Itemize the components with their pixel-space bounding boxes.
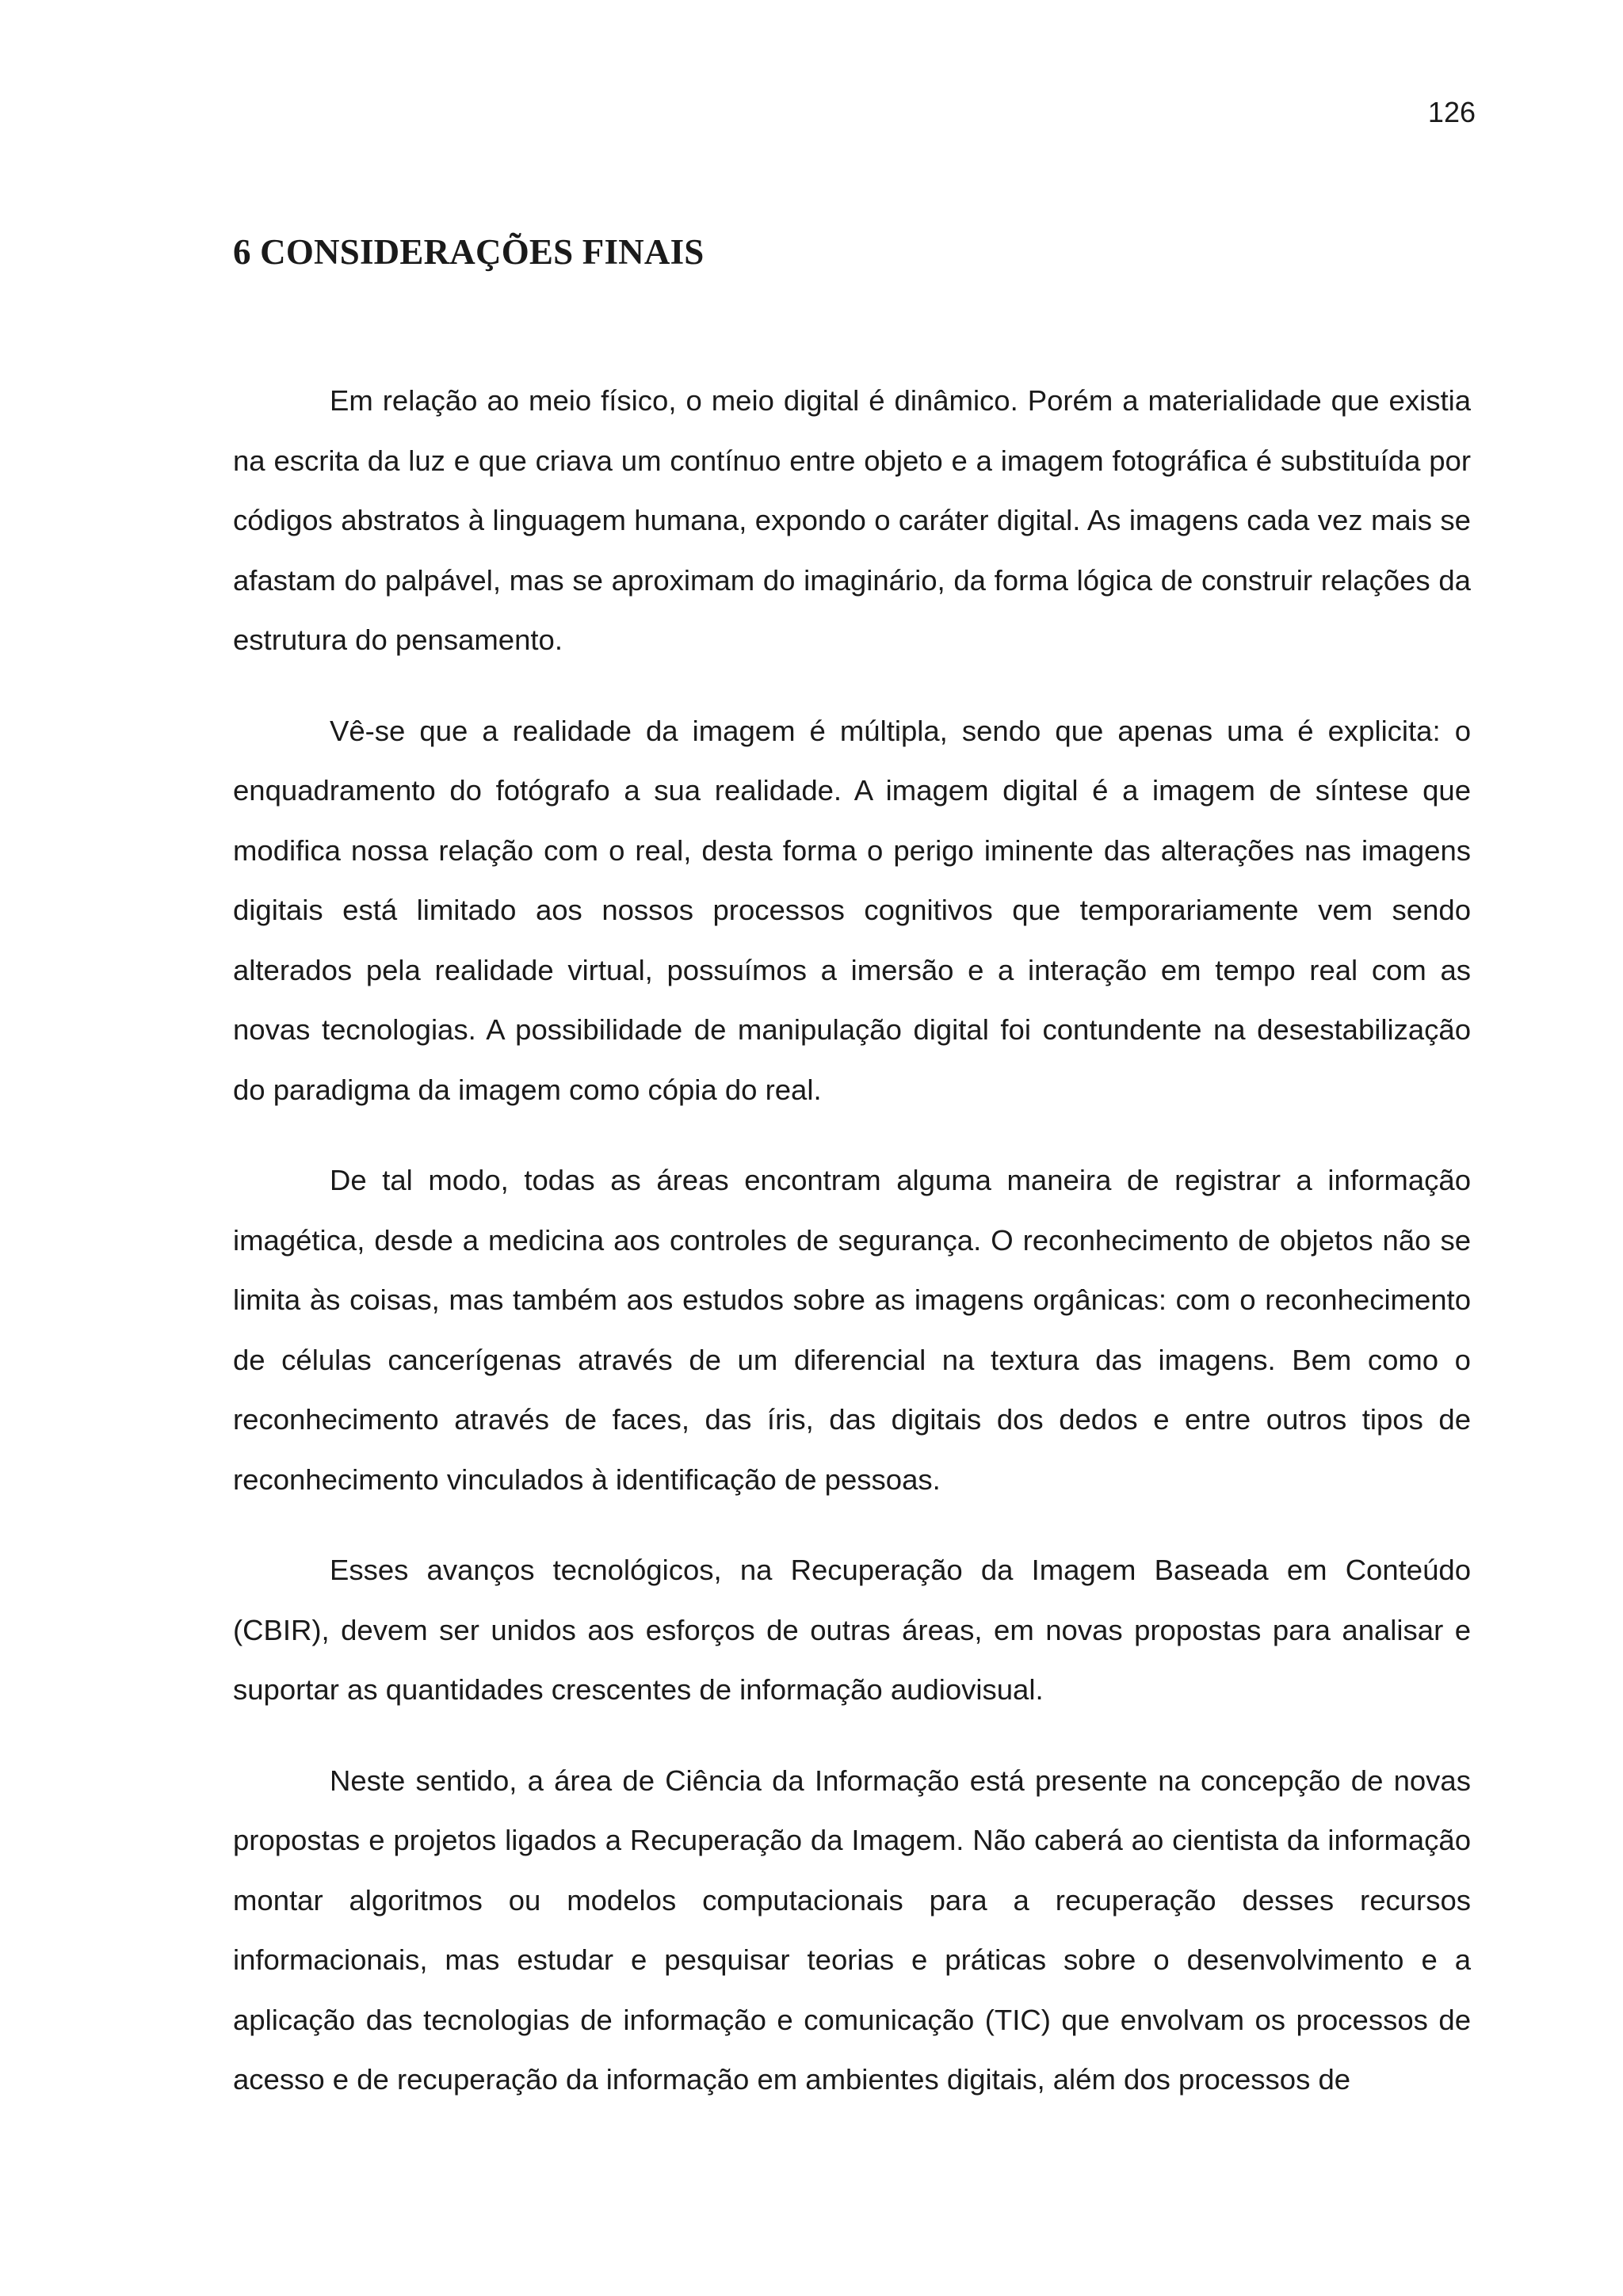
paragraph: Esses avanços tecnológicos, na Recuperação da Imagem Baseada em Conteúdo (CBIR), devem ser unidos aos esforços de outras áreas, em novas propostas para analisar e suportar as quantidades crescentes de informação audiovisual. — [233, 1554, 1471, 1706]
body-text — [233, 371, 1471, 2141]
paragraph: Em relação ao meio físico, o meio digital é dinâmico. Porém a materialidade que existia na escrita da luz e que criava um contínuo entre objeto e a imagem fotográfica é substituída por códigos abstratos à linguagem humana, expondo o caráter digital. As imagens cada vez mais se afastam do palpável, mas se aproximam do imaginário, da forma lógica de construir relações da estrutura do pensamento. — [233, 384, 1471, 656]
page-number: 126 — [1427, 96, 1476, 128]
chapter-title: 6 CONSIDERAÇÕES FINAIS — [233, 232, 705, 272]
paragraph: Vê-se que a realidade da imagem é múltipla, sendo que apenas uma é explicita: o enquadramento do fotógrafo a sua realidade. A imagem digital é a imagem de síntese que modifica nossa relação com o real, desta forma o perigo iminente das alterações nas imagens digitais está limitado aos nossos processos cognitivos que temporariamente vem sendo alterados pela realidade virtual, possuímos a imersão e a interação em tempo real com as novas tecnologias. A possibilidade de manipulação digital foi contundente na desestabilização do paradigma da imagem como cópia do real. — [233, 714, 1471, 1106]
paragraph: De tal modo, todas as áreas encontram alguma maneira de registrar a informação imagética, desde a medicina aos controles de segurança. O reconhecimento de objetos não se limita às coisas, mas também aos estudos sobre as imagens orgânicas: com o reconhecimento de células cancerígenas através de um diferencial na textura das imagens. Bem como o reconhecimento através de faces, das íris, das digitais dos dedos e entre outros tipos de reconhecimento vinculados à identificação de pessoas. — [233, 1164, 1471, 1496]
paragraph: Neste sentido, a área de Ciência da Informação está presente na concepção de novas propostas e projetos ligados a Recuperação da Imagem. Não caberá ao cientista da informação montar algoritmos ou modelos computacionais para a recuperação desses recursos informacionais, mas estudar e pesquisar teorias e práticas sobre o desenvolvimento e a aplicação das tecnologias de informação e comunicação (TIC) que envolvam os processos de acesso e de recuperação da informação em ambientes digitais, além dos processos de — [233, 1764, 1471, 2096]
